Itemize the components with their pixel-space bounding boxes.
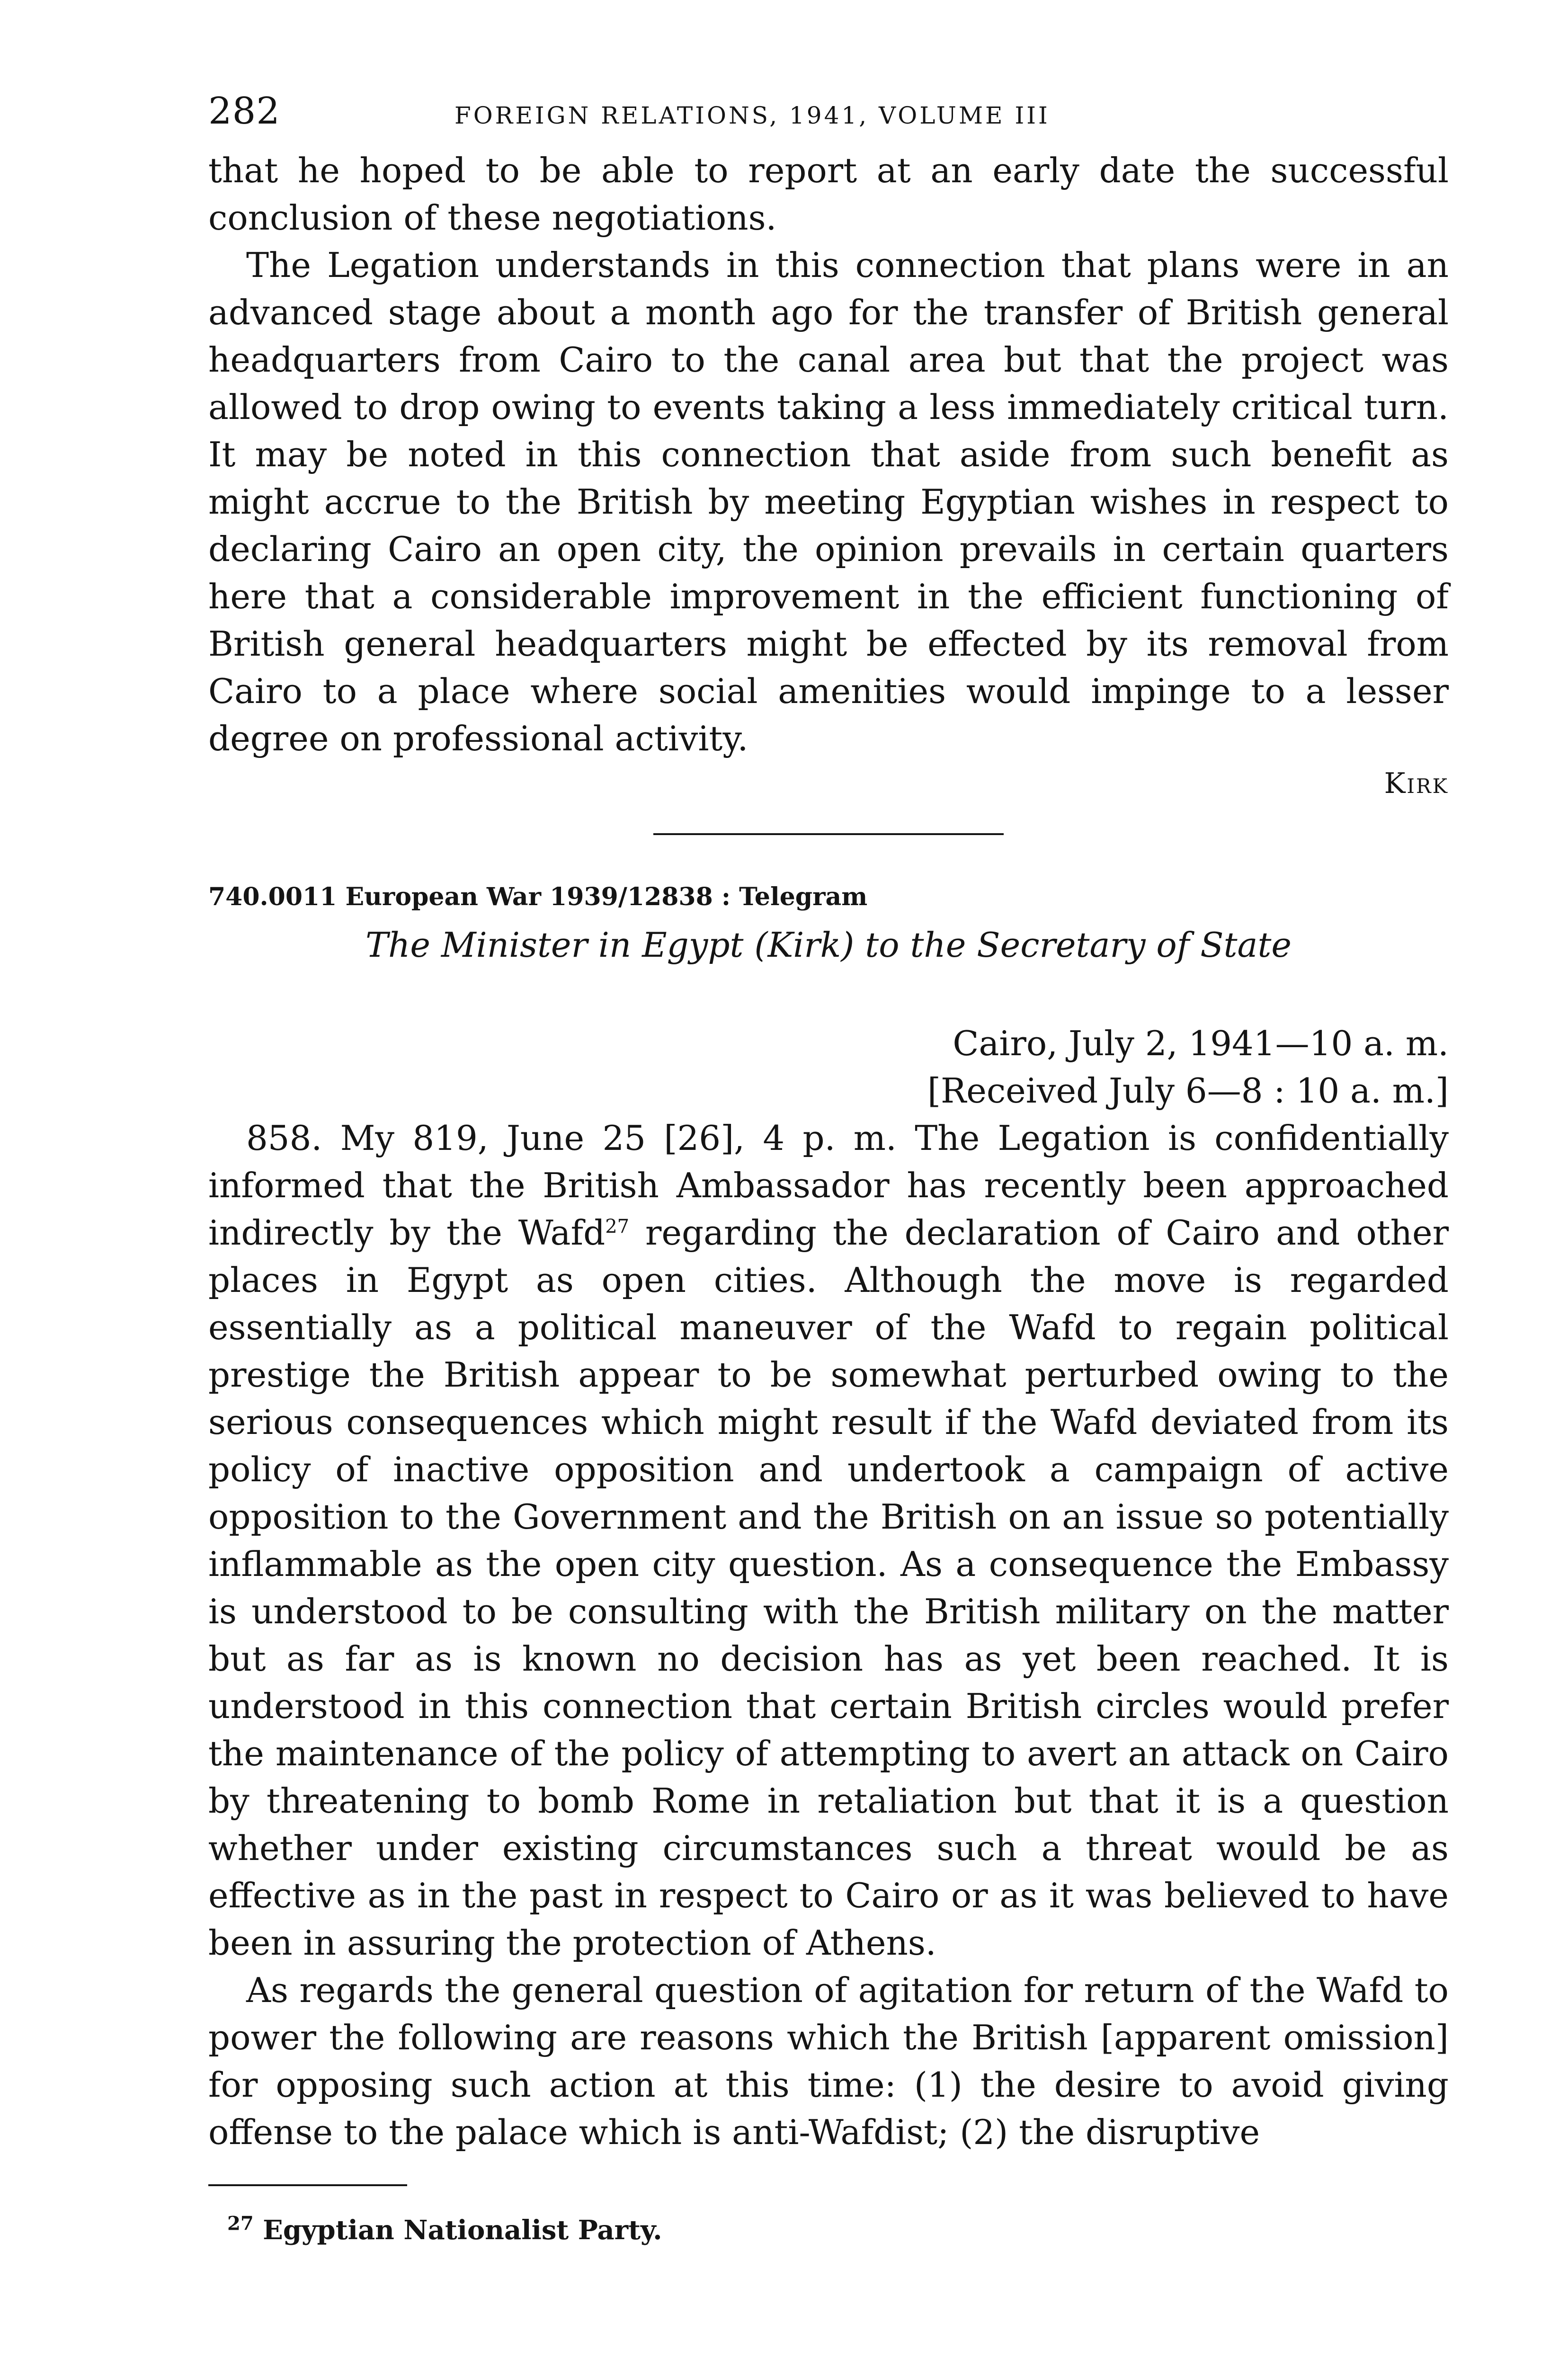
section-divider — [653, 833, 1004, 835]
signature: Kirk — [1384, 767, 1449, 800]
received-line: [Received July 6—8 : 10 a. m.] — [927, 1071, 1449, 1111]
document-page — [208, 90, 1449, 2246]
file-reference: 740.0011 European War 1939/12838 : Telegram — [208, 882, 868, 911]
footnote — [208, 2212, 1449, 2246]
continuation-paragraph-2: The Legation understands in this connection that plans were in an advanced stage about a month ago for the transfer of British general headquarters from Cairo to the canal area but that the project was allowed to drop owing to events taking a less immediately critical turn. It may be noted in this connection that aside from such benefit as might accrue to the British by meeting Egyptian wishes in respect to declaring Cairo an open city, the opinion prevails in certain quarters here that a considerable improvement in the efficient functioning of British general headquarters might be effected by its removal from Cairo to a place where social amenities would impinge to a lesser degree on professional activity. — [208, 245, 1449, 758]
page-header — [208, 90, 1449, 147]
telegram-paragraph-2: As regards the general question of agitation for return of the Wafd to power the following are reasons which the British [apparent omission] for opposing such action at this time: (1) the desire to avoid giving offense to the palace which is anti-Wafdist; (2) the disruptive — [208, 1970, 1449, 2152]
footnote-reference: 27 — [605, 1216, 630, 1237]
telegram-paragraph-1 — [208, 1114, 1449, 1967]
telegram-body — [208, 1114, 1449, 2156]
footnote-divider — [208, 2184, 407, 2186]
paragraph-text-rest: regarding the declaration of Cairo and other places in Egypt as open cities. Although the move is regarded essentially as a political maneuver of the Wafd to regain political prestige the British appear to be somewhat perturbed owing to the serious consequences which might result if the Wafd deviated from its policy of inactive opposition and undertook a campaign of active opposition to the Government and the British on an issue so potentially inflammable as the open city question. As a consequence the Embassy is understood to be consulting with the British military on the matter but as far as is known no decision has as yet been reached. It is understood in this connection that certain British circles would prefer the maintenance of the policy of attempting to avert an attack on Cairo by threatening to bomb Rome in retaliation but that it is a question whether under existing circumstances such a threat would be as effective as in the past in respect to Cairo or as it was believed to have been in assuring the protection of Athens. — [208, 1213, 1449, 1963]
continuation-paragraph: that he hoped to be able to report at an early date the successful conclusion of these negotiations. — [208, 151, 1449, 238]
page-number: 282 — [208, 90, 280, 133]
dateline-block — [208, 1020, 1449, 1114]
dateline: Cairo, July 2, 1941—10 a. m. — [953, 1023, 1449, 1063]
running-head: FOREIGN RELATIONS, 1941, VOLUME III — [454, 102, 1050, 129]
continuation-section — [208, 147, 1449, 762]
footnote-text: Egyptian Nationalist Party. — [263, 2215, 662, 2246]
footnote-marker: 27 — [227, 2212, 254, 2235]
paragraph-text-start: 858. My 819, June 25 [26], 4 p. m. The Legation is confidentially informed that the British Ambassador has recently been approached indirectly by the Wafd — [208, 1118, 1449, 1253]
document-title: The Minister in Egypt (Kirk) to the Secretary of State — [365, 925, 1292, 965]
